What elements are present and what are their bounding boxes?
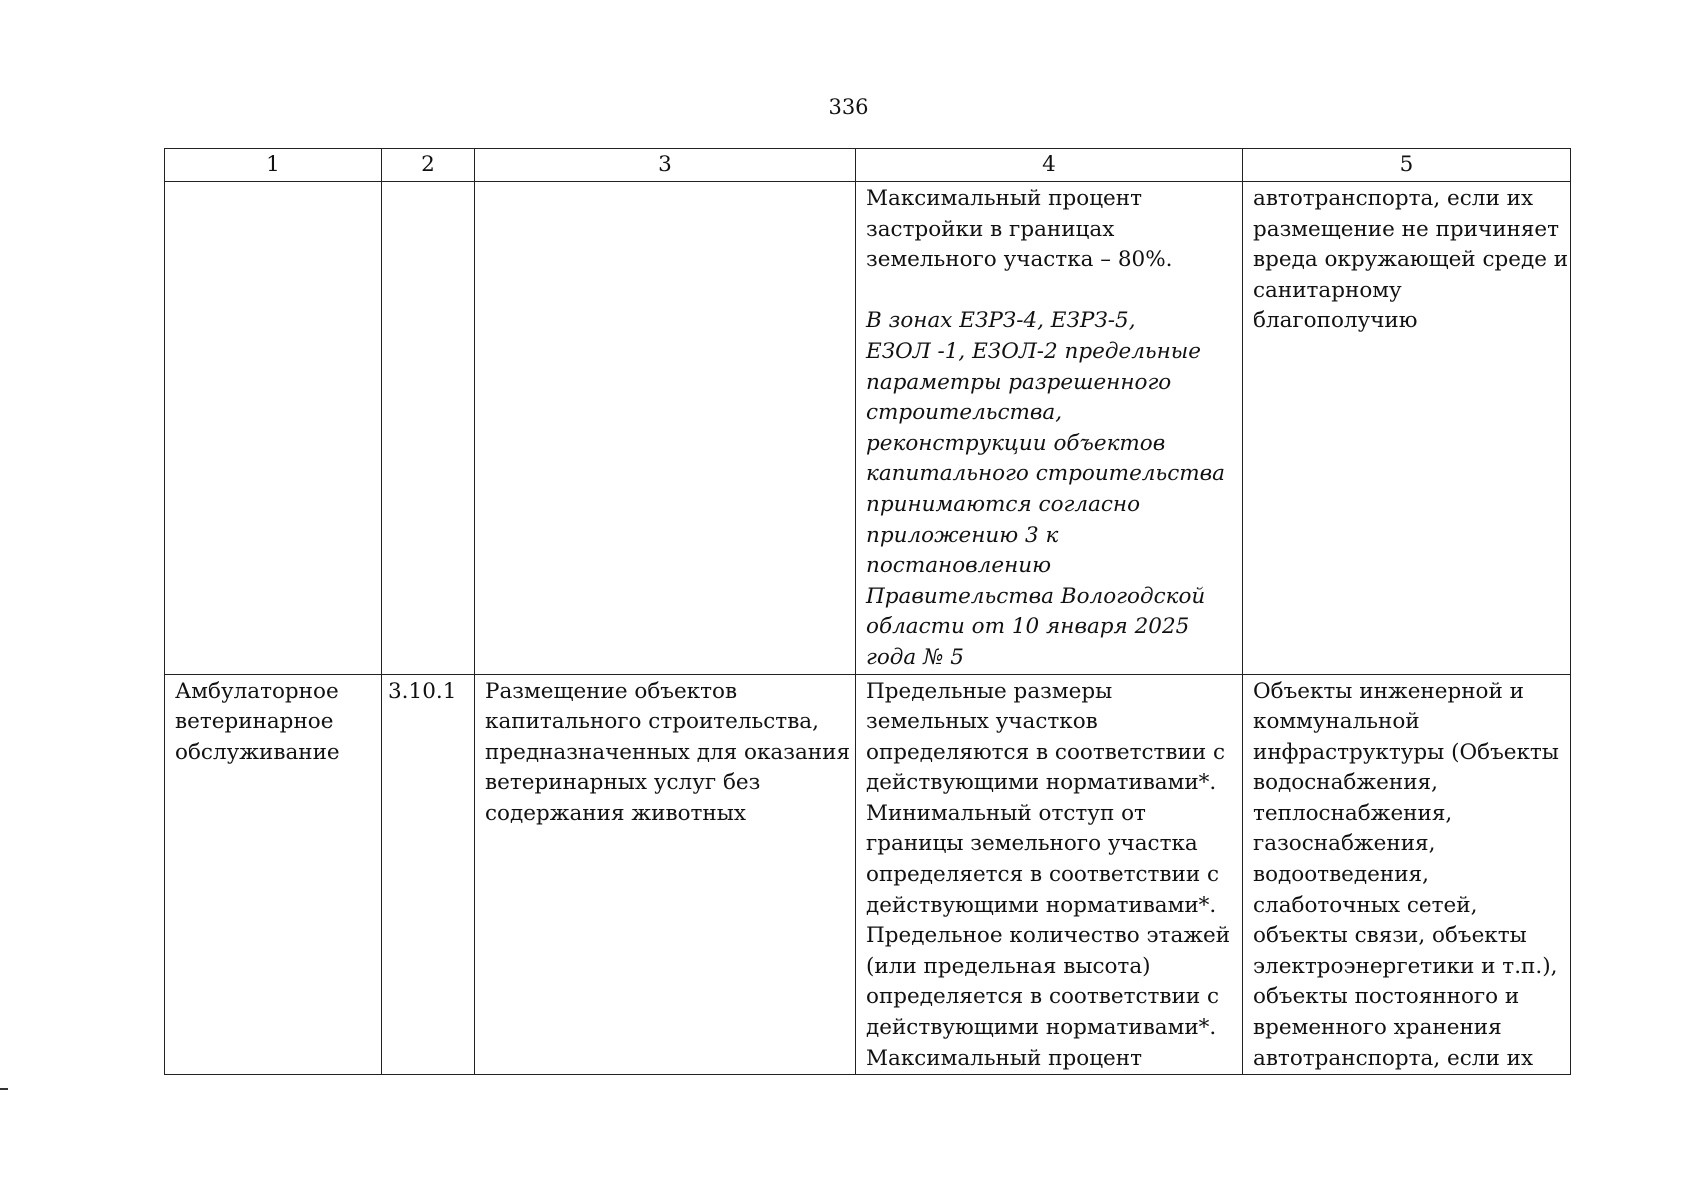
header-col-5: 5 [1243, 149, 1571, 182]
related-objects-line: размещение не причиняет [1253, 216, 1560, 242]
parameter-line: земельных участков [866, 709, 1098, 735]
parameter-line: действующими нормативами*. [866, 1015, 1217, 1041]
zone-note-line: параметры разрешенного [866, 369, 1172, 395]
zone-note-line: В зонах ЕЗРЗ-4, ЕЗРЗ-5, [866, 308, 1136, 334]
parameter-line: границы земельного участка [866, 831, 1198, 857]
row1-col3-cell [475, 182, 856, 675]
description-line: предназначенных для оказания [485, 739, 851, 765]
header-col-1: 1 [165, 149, 382, 182]
page-number: 336 [828, 95, 869, 119]
related-objects-line: вреда окружающей среде и [1253, 247, 1569, 273]
related-objects-line: санитарному [1253, 277, 1402, 303]
zone-note-line: строительства, [866, 400, 1063, 426]
use-name-line: обслуживание [175, 739, 340, 765]
related-objects-line: объекты связи, объекты [1253, 923, 1527, 949]
zone-note-line: Правительства Вологодской [866, 583, 1206, 609]
zone-note-line: капитального строительства [866, 461, 1225, 487]
related-objects-line: газоснабжения, [1253, 831, 1436, 857]
related-objects-line: слаботочных сетей, [1253, 892, 1478, 918]
parameter-line: определяется в соответствии с [866, 984, 1220, 1010]
use-name-line: Амбулаторное [175, 678, 339, 704]
header-col-3: 3 [475, 149, 856, 182]
header-col-2: 2 [382, 149, 475, 182]
parameter-line: Предельное количество этажей [866, 923, 1231, 949]
description-line: Размещение объектов [485, 678, 738, 704]
description-line: капитального строительства, [485, 709, 819, 735]
related-objects-line: водоотведения, [1253, 862, 1429, 888]
row2-description-cell [475, 674, 856, 1075]
row2-code-cell [382, 674, 475, 1075]
parameter-line: (или предельная высота) [866, 953, 1151, 979]
row2-parameters-cell [856, 674, 1243, 1075]
related-objects-line: коммунальной [1253, 709, 1420, 735]
parameter-line: определяются в соответствии с [866, 739, 1226, 765]
parameter-line: земельного участка – 80%. [866, 247, 1173, 273]
zone-note-line: принимаются согласно [866, 491, 1141, 517]
parameter-line: действующими нормативами*. [866, 892, 1217, 918]
parameter-line: Предельные размеры [866, 678, 1113, 704]
related-objects-line: благополучию [1253, 308, 1418, 334]
row1-parameters-cell [856, 182, 1243, 675]
related-objects-line: автотранспорта, если их [1253, 186, 1534, 211]
row2-use-name-cell [165, 674, 382, 1075]
zone-note-line: ЕЗОЛ -1, ЕЗОЛ-2 предельные [866, 338, 1202, 364]
use-name-line: ветеринарное [175, 709, 334, 735]
zone-note-line: реконструкции объектов [866, 430, 1166, 456]
parameter-line: застройки в границах [866, 216, 1115, 242]
related-objects-line: Объекты инженерной и [1253, 678, 1524, 704]
land-use-table [164, 148, 1571, 1075]
zone-note-line: постановлению [866, 553, 1052, 579]
related-objects-line: автотранспорта, если их [1253, 1045, 1534, 1071]
header-row [165, 149, 1571, 182]
description-line: ветеринарных услуг без [485, 770, 761, 796]
related-objects-line: теплоснабжения, [1253, 800, 1453, 826]
scan-mark [0, 1088, 8, 1090]
zone-note-line: области от 10 января 2025 [866, 614, 1190, 640]
row1-related-objects-cell [1243, 182, 1571, 675]
parameter-line: Максимальный процент [866, 186, 1142, 211]
paragraph-gap [866, 276, 1234, 307]
zone-note-line: года № 5 [866, 644, 964, 670]
row2-related-objects-cell [1243, 674, 1571, 1075]
table-row [165, 674, 1571, 1075]
related-objects-line: объекты постоянного и [1253, 984, 1520, 1010]
use-code: 3.10.1 [388, 678, 457, 704]
parameter-line: Минимальный отступ от [866, 800, 1146, 826]
description-line: содержания животных [485, 800, 746, 826]
row1-col1-cell [165, 182, 382, 675]
related-objects-line: временного хранения [1253, 1015, 1502, 1041]
related-objects-line: водоснабжения, [1253, 770, 1438, 796]
zone-note-line: приложению 3 к [866, 522, 1059, 548]
header-col-4: 4 [856, 149, 1243, 182]
row1-col2-cell [382, 182, 475, 675]
table-row [165, 182, 1571, 675]
parameter-line: Максимальный процент [866, 1045, 1142, 1071]
parameter-line: определяется в соответствии с [866, 862, 1220, 888]
related-objects-line: инфраструктуры (Объекты [1253, 739, 1559, 765]
related-objects-line: электроэнергетики и т.п.), [1253, 953, 1558, 979]
parameter-line: действующими нормативами*. [866, 770, 1217, 796]
